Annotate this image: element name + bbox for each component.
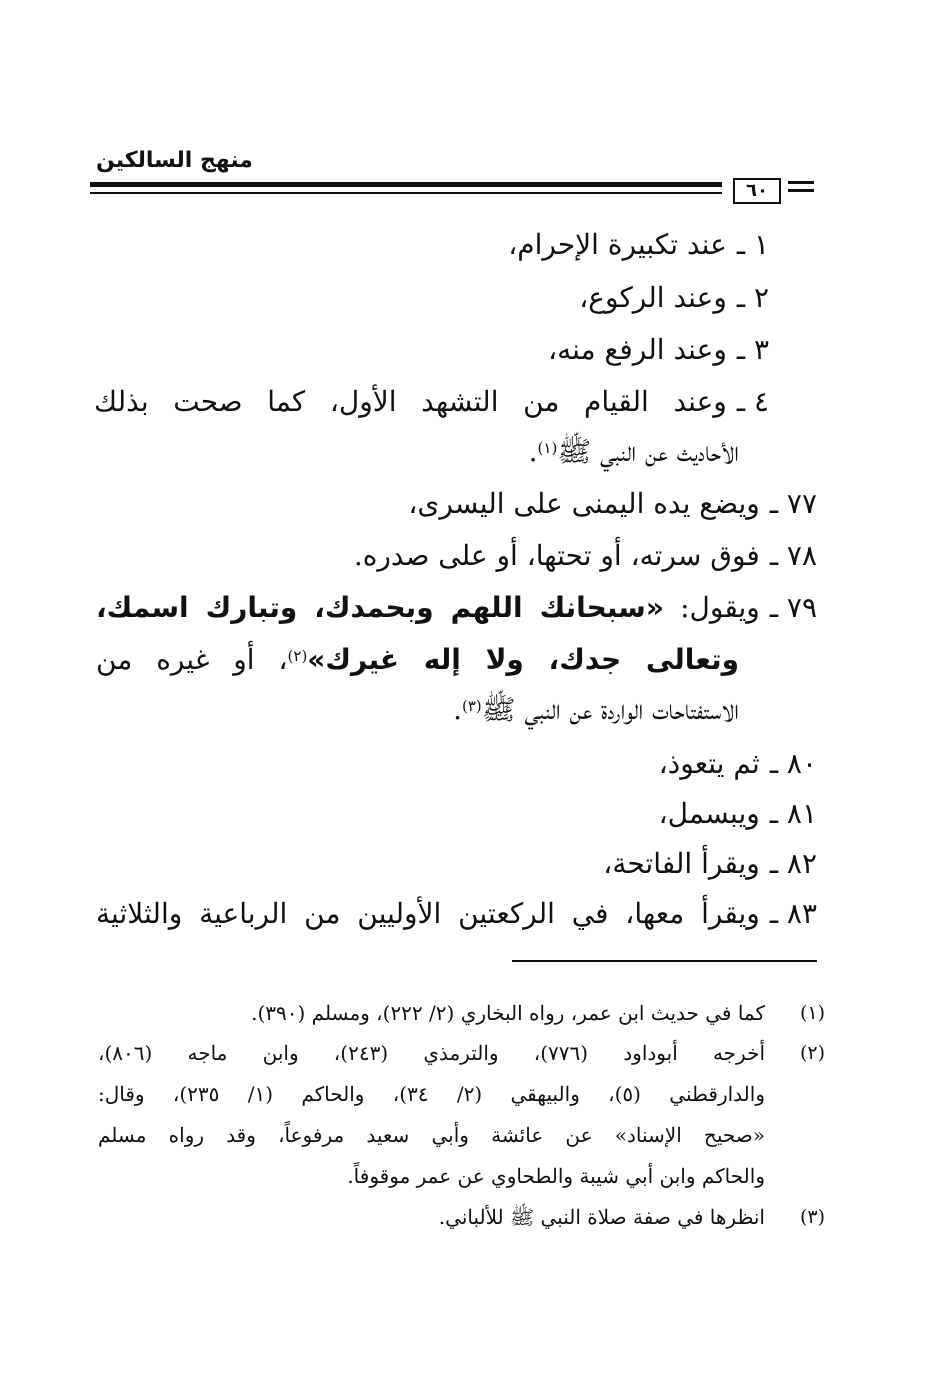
item-text: وعند الركوع، [579,281,727,314]
item-text: فوق سرته، أو تحتها، أو على صدره. [353,539,760,572]
header-rule-right-lower [788,189,814,192]
body-line [603,844,817,888]
item-number: ٢ ـ [736,281,769,314]
item-text: ثم يتعوذ، [658,747,760,780]
item-text: ، أو غيره من [96,643,288,676]
item-number: ٧٧ ـ [769,487,817,520]
quoted-supplication: وتعالى جدك، ولا إله غيرك» [307,643,740,676]
header-rule-thin [90,192,722,194]
body-line [659,744,817,788]
footnote-marker: (٢) [799,1042,825,1064]
footnote-marker: (٣) [799,1206,825,1228]
body-line [96,588,817,632]
body-line [96,894,817,938]
body-line [354,536,817,580]
quoted-supplication: «سبحانك اللهم وبحمدك، وتبارك اسمك، [96,591,664,624]
item-number: ٨٠ ـ [769,747,817,780]
body-line [453,690,739,734]
item-text: ويقرأ الفاتحة، [603,847,760,880]
item-number: ٨٢ ـ [769,847,817,880]
sentence-end: . [453,693,462,726]
item-number: ٧٨ ـ [769,539,817,572]
item-text: ويقول: [680,591,760,624]
item-text: وعند الرفع منه، [548,333,727,366]
body-line [94,382,769,426]
item-number: ٣ ـ [736,333,769,366]
item-text: عند تكبيرة الإحرام، [508,228,727,261]
sentence-end: . [528,435,538,468]
header-rule [90,182,722,187]
item-number: ٨٣ ـ [769,897,817,930]
footnote-line: كما في حديث ابن عمر، رواه البخاري (٢/ ٢٢٢)، ومسلم (٣٩٠). [251,1001,765,1025]
body-line [579,278,769,322]
footnote-marker: (١) [799,1002,825,1024]
body-line [408,484,817,528]
item-text: ويقرأ معها، في الركعتين الأوليين من الرباعية والثلاثية [96,897,760,930]
footnote-separator [512,960,817,962]
item-text: الاستفتاحات الواردة عن النبي ﷺ [481,693,739,726]
footnote-ref: (٢) [287,647,308,665]
item-text: وعند القيام من التشهد الأول، كما صحت بذلك [94,385,727,418]
item-text: ويبسمل، [658,797,760,830]
body-line [508,225,769,269]
item-text: الأحاديث عن النبي ﷺ [557,435,739,468]
footnote-line: أخرجه أبوداود (٧٧٦)، والترمذي (٢٤٣)، وابن ماجه (٨٠٦)، [98,1041,765,1065]
footnote-line: «صحيح الإسناد» عن عائشة وأبي سعيد مرفوعاً، وقد رواه مسلم [98,1123,765,1147]
body-line [659,794,817,838]
header-rule-right [788,181,814,184]
body-line [529,432,739,476]
item-number: ٨١ ـ [769,797,817,830]
page-number: ٦٠ [733,178,781,204]
item-number: ٧٩ ـ [769,591,817,624]
footnote-line: والحاكم وابن أبي شيبة والطحاوي عن عمر موقوفاً. [347,1164,765,1188]
footnote-ref: (١) [537,439,558,457]
item-number: ١ ـ [736,228,769,261]
footnote-line: والدارقطني (٥)، والبيهقي (٢/ ٣٤)، والحاكم (١/ ٢٣٥)، وقال: [98,1082,765,1106]
footnote-line: انظرها في صفة صلاة النبي ﷺ للألباني. [438,1205,765,1229]
footnote-ref: (٣) [461,697,482,715]
item-number: ٤ ـ [736,385,769,418]
running-header-title: منهج السالكين [96,148,253,173]
item-text: ويضع يده اليمنى على اليسرى، [408,487,760,520]
body-line [96,640,739,684]
body-line [548,330,769,374]
